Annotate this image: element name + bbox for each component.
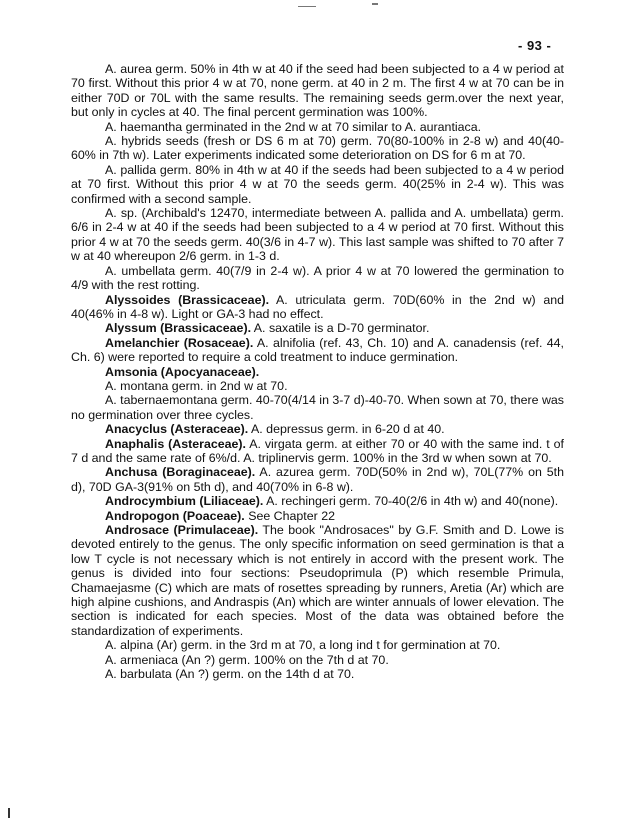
genus-entry: Alyssoides (Brassicaceae). A. utriculata germ. 70D(60% in the 2nd w) and 40(46% in 4-8 w). Light or GA-3 had no effect. <box>71 292 564 321</box>
genus-entry: Anchusa (Boraginaceae). A. azurea germ. 70D(50% in 2nd w), 70L(77% on 5th d), 70D GA-3(91% on 5th d), and 40(70% in 6-8 w). <box>71 465 564 494</box>
genus-heading: Amsonia (Apocyanaceae). <box>105 364 260 379</box>
genus-entry: Anacyclus (Asteraceae). A. depressus germ. in 6-20 d at 40. <box>105 422 445 437</box>
paragraph: A. sp. (Archibald's 12470, intermediate between A. pallida and A. umbellata) germ. 6/6 in 2-4 w at 40 if the seeds had been subjected to a 4 w period at 70 first. Without this prior 4 w at 70 the seeds germ. 40(3/6 in 4-7 w). This last sample was shifted to 70 after 7 w at 40 whereupon 2/6 germ. in 1-3 d. <box>71 206 564 264</box>
paragraph: A. haemantha germinated in the 2nd w at 70 similar to A. aurantiaca. <box>105 119 482 134</box>
paragraph: A. hybrids seeds (fresh or DS 6 m at 70) germ. 70(80-100% in 2-8 w) and 40(40-60% in 7th w). Later experiments indicated some deterioration on DS for 6 m at 70. <box>71 134 564 163</box>
body-text <box>71 62 564 681</box>
scan-mark <box>8 808 10 818</box>
genus-entry: Androcymbium (Liliaceae). A. rechingeri germ. 70-40(2/6 in 4th w) and 40(none). <box>105 494 559 509</box>
genus-entry: Alyssum (Brassicaceae). A. saxatile is a D-70 germinator. <box>105 321 430 336</box>
paragraph: A. armeniaca (An ?) germ. 100% on the 7th d at 70. <box>105 652 389 667</box>
genus-heading: Anaphalis (Asteraceae). <box>105 436 246 451</box>
genus-heading: Androcymbium (Liliaceae). <box>105 494 264 509</box>
paragraph: A. montana germ. in 2nd w at 70. <box>105 378 288 393</box>
paragraph: A. barbulata (An ?) germ. on the 14th d at 70. <box>105 667 355 682</box>
page-number: - 93 - <box>518 38 552 53</box>
paragraph: A. alpina (Ar) germ. in the 3rd m at 70, a long ind t for germination at 70. <box>105 638 501 653</box>
paragraph: A. pallida germ. 80% in 4th w at 40 if the seeds had been subjected to a 4 w period at 70 first. Without this prior 4 w at 70 the seeds germ. 40(25% in 2-4 w). This was confirmed with a second sample. <box>71 162 564 206</box>
genus-heading: Anacyclus (Asteraceae). <box>105 422 249 437</box>
genus-heading: Andropogon (Poaceae). <box>105 508 245 523</box>
genus-entry: Anaphalis (Asteraceae). A. virgata germ. at either 70 or 40 with the same ind. t of 7 d and the same rate of 6%/d. A. triplinervis germ. 100% in the 3rd w when sown at 70. <box>71 436 564 465</box>
scan-mark <box>298 6 316 7</box>
genus-entry <box>71 365 564 379</box>
genus-entry: Andropogon (Poaceae). See Chapter 22 <box>105 508 335 523</box>
genus-heading: Alyssoides (Brassicaceae). <box>105 292 270 307</box>
genus-heading: Androsace (Primulaceae). <box>105 523 259 537</box>
genus-entry: Androsace (Primulaceae). The book "Androsaces" by G.F. Smith and D. Lowe is devoted entirely to the genus. The only specific information on seed germination is that a low T cycle is not necessary which is not entirely in accord with the present work. The genus is divided into four sections: Pseudoprimula (P) which resemble Primula, Chamaejasme (C) which are mats of rosettes spreading by runners, Aretia (Ar) which are high alpine cushions, and Andraspis (An) which are winter annuals of lower elevation. The section is indicated for each species. Most of the data was obtained before the standardization of experiments. <box>71 523 564 638</box>
genus-heading: Anchusa (Boraginaceae). <box>105 465 256 480</box>
genus-heading: Amelanchier (Rosaceae). <box>105 335 254 350</box>
paragraph: A. tabernaemontana germ. 40-70(4/14 in 3-7 d)-40-70. When sown at 70, there was no germination over three cycles. <box>71 393 564 422</box>
scan-mark <box>372 3 378 5</box>
paragraph: A. aurea germ. 50% in 4th w at 40 if the seed had been subjected to a 4 w period at 70 first. Without this prior 4 w at 70, none germ. at 40 in 2 m. The first 4 w at 70 can be in either 70D or 70L with the same results. The remaining seeds germ.over the next year, but only in cycles at 40. The final percent germination was 100%. <box>71 62 564 120</box>
genus-entry: Amelanchier (Rosaceae). A. alnifolia (ref. 43, Ch. 10) and A. canadensis (ref. 44, Ch. 6) were reported to require a cold treatment to induce germination. <box>71 335 564 365</box>
paragraph: A. umbellata germ. 40(7/9 in 2-4 w). A prior 4 w at 70 lowered the germination to 4/9 with the rest rotting. <box>71 263 564 293</box>
genus-heading: Alyssum (Brassicaceae). <box>105 321 252 336</box>
